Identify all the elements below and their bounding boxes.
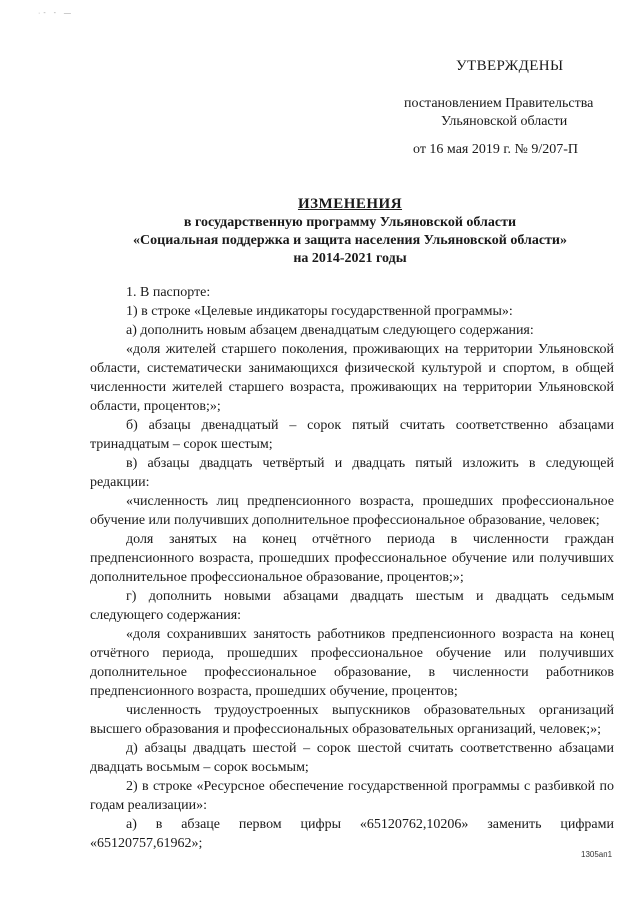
approval-line-2: Ульяновской области xyxy=(441,114,568,129)
paragraph: г) дополнить новыми абзацами двадцать шестым и двадцать седьмым следующего содержания: xyxy=(90,589,614,623)
approval-date: от 16 мая 2019 г. № 9/207-П xyxy=(413,142,579,157)
document-code: 1305ап1 xyxy=(581,850,613,859)
corner-mark: ·- - — xyxy=(38,10,74,17)
paragraph: д) абзацы двадцать шестой – сорок шестой считать соответственно абзацами двадцать восьмым – сорок восьмым; xyxy=(90,741,614,775)
paragraph: 1) в строке «Целевые индикаторы государственной программы»: xyxy=(126,304,513,319)
paragraph: в) абзацы двадцать четвёртый и двадцать пятый изложить в следующей редакции: xyxy=(90,456,614,490)
document-subtitle-3: на 2014-2021 годы xyxy=(293,251,407,266)
approval-line-1: постановлением Правительства xyxy=(404,96,594,111)
approval-stamp-title: УТВЕРЖДЕНЫ xyxy=(456,58,564,74)
paragraph: численность трудоустроенных выпускников образовательных организаций высшего образования и профессиональных образовательных организаций, человек;»; xyxy=(90,703,614,737)
document-subtitle-2: «Социальная поддержка и защита населения Ульяновской области» xyxy=(133,233,567,248)
document-subtitle-1: в государственную программу Ульяновской области xyxy=(183,215,517,230)
paragraph: «доля жителей старшего поколения, проживающих на территории Ульяновской области, систематически занимающихся физической культурой и спортом, в общей численности жителей старшего возраста, проживающих на территории Ульяновской области, процентов;»; xyxy=(90,342,614,414)
document-title: ИЗМЕНЕНИЯ xyxy=(297,196,403,212)
paragraph: «доля сохранивших занятость работников предпенсионного возраста на конец отчётного периода, прошедших профессиональное обучение или получивших дополнительное профессиональное образование, в численности работников предпенсионного возраста, прошедших обучение, процентов; xyxy=(90,627,614,699)
document-body xyxy=(90,283,614,853)
paragraph: «численность лиц предпенсионного возраста, прошедших профессиональное обучение или получивших дополнительное профессиональное образование, человек; xyxy=(90,494,614,528)
paragraph: доля занятых на конец отчётного периода в численности граждан предпенсионного возраста, прошедших профессиональное обучение или получивших дополнительное профессиональное образование, процентов;»; xyxy=(90,532,614,585)
paragraph: а) в абзаце первом цифры «65120762,10206» заменить цифрами «65120757,61962»; xyxy=(90,817,614,851)
paragraph: 1. В паспорте: xyxy=(126,285,211,300)
paragraph: а) дополнить новым абзацем двенадцатым следующего содержания: xyxy=(126,323,534,338)
paragraph: 2) в строке «Ресурсное обеспечение государственной программы с разбивкой по годам реализации»: xyxy=(90,779,614,813)
paragraph: б) абзацы двенадцатый – сорок пятый считать соответственно абзацами тринадцатым – сорок шестым; xyxy=(90,418,614,452)
